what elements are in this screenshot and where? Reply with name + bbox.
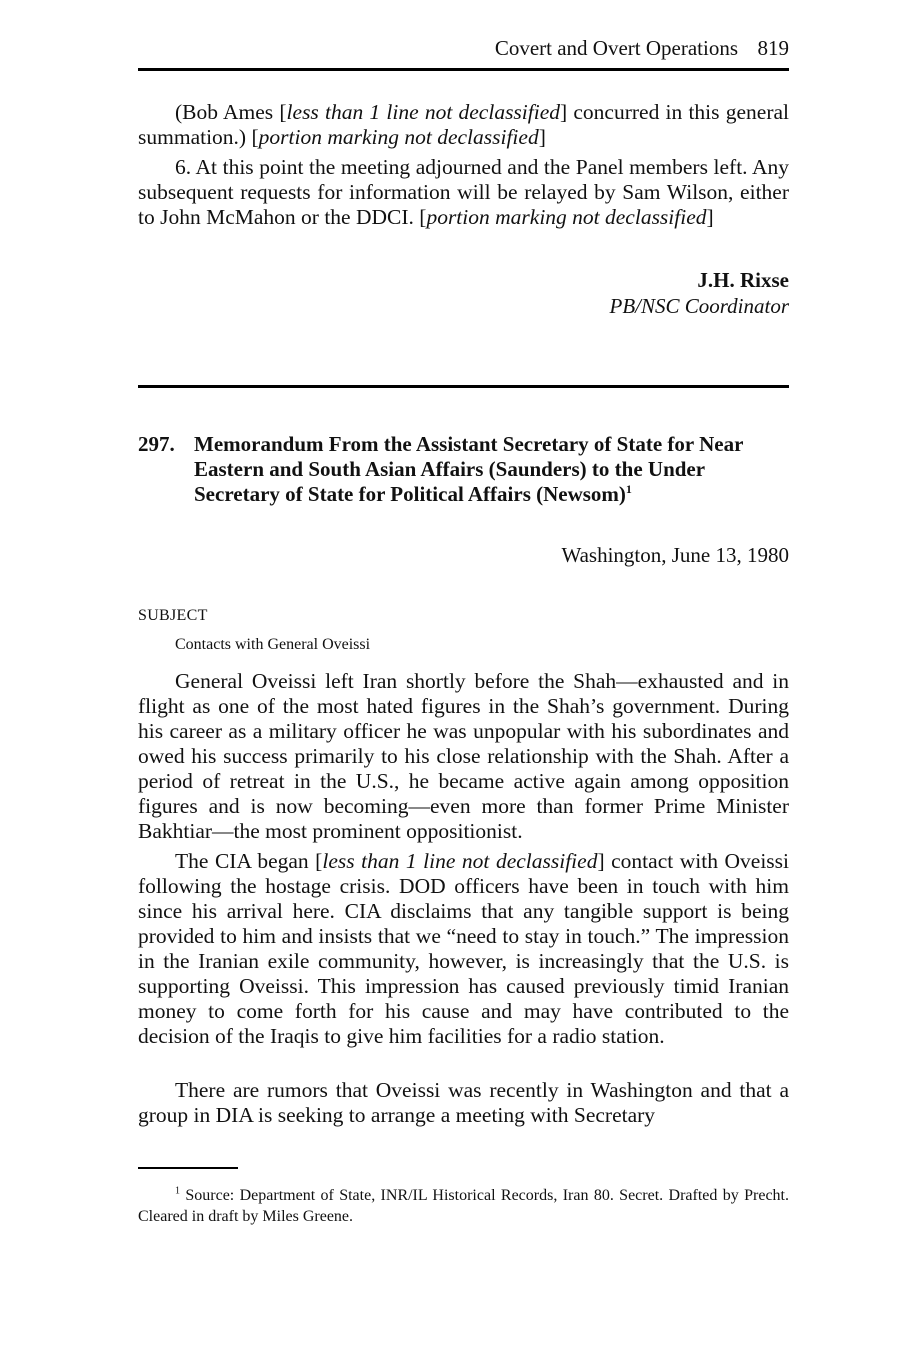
text-run: The CIA began [ [175,849,323,873]
prev-doc-paragraph-2 [138,155,789,230]
footnote-mark: 1 [175,1185,180,1197]
footnote [138,1185,789,1227]
subject-text: Contacts with General Oveissi [175,636,371,653]
italic-run: portion marking not declassified [258,125,539,149]
prev-doc-paragraph-1 [138,100,789,150]
italic-run: less than 1 line not declassified [322,849,598,873]
text-run: ] [538,125,546,149]
document-number: 297. [138,432,175,456]
body-paragraph-2 [138,849,789,1049]
body-paragraph-1: General Oveissi left Iran shortly before the Shah—exhausted and in flight as one of the most hated figures in the Shah’s government. During his career as a military officer he was unpopular with his subordinates and owed his success primarily to his close relationship with the Shah. After a period of retreat in the U.S., he became active again among opposition figures and is now becoming—even more than former Prime Minister Bakhtiar—the most prominent oppositionist. [138,669,789,843]
body-paragraph-3: There are rumors that Oveissi was recently in Washington and that a group in DIA is seeking to arrange a meeting with Secretary [138,1078,789,1127]
dateline: Washington, June 13, 1980 [561,543,789,567]
text-run: ] [706,205,714,229]
document-title [194,432,794,507]
document-title-text: Memorandum From the Assistant Secretary of State for Near Eastern and South Asian Affairs (Saunders) to the Under Secretary of State for Political Affairs (Newsom) [194,432,744,506]
subject-label: SUBJECT [138,607,208,624]
document-separator-rule [138,385,789,388]
running-header-title: Covert and Overt Operations [494,36,738,60]
text-run: 6. At this point the meeting adjourned and the Panel members left. Any subsequent requests for information will be relayed by Sam Wilson, either to John McMahon or the DDCI. [ [138,155,789,229]
signer-name: J.H. Rixse [697,268,789,292]
text-run: (Bob Ames [ [175,100,287,124]
footnote-reference: 1 [625,482,632,496]
text-run: ] concurred in this general summation.) [ [138,100,789,149]
header-rule [138,68,789,71]
italic-run: less than 1 line not declassified [286,100,561,124]
page-number: 819 [757,36,789,60]
footnote-text: Source: Department of State, INR/IL Historical Records, Iran 80. Secret. Drafted by Precht. Cleared in draft by Miles Greene. [138,1187,789,1225]
italic-run: portion marking not declassified [426,205,707,229]
footnote-rule [138,1167,238,1169]
signer-title: PB/NSC Coordinator [609,294,789,318]
text-run: ] contact with Oveissi following the hostage crisis. DOD officers have been in touch with him since his arrival here. CIA disclaims that any tangible support is being provided to him and insists that we “need to stay in touch.” The impression in the Iranian exile community, however, is increasingly that the U.S. is supporting Oveissi. This impression has caused previously timid Iranian money to come forth for his cause and may have contributed to the decision of the Iraqis to give him facilities for a radio station. [138,849,789,1048]
